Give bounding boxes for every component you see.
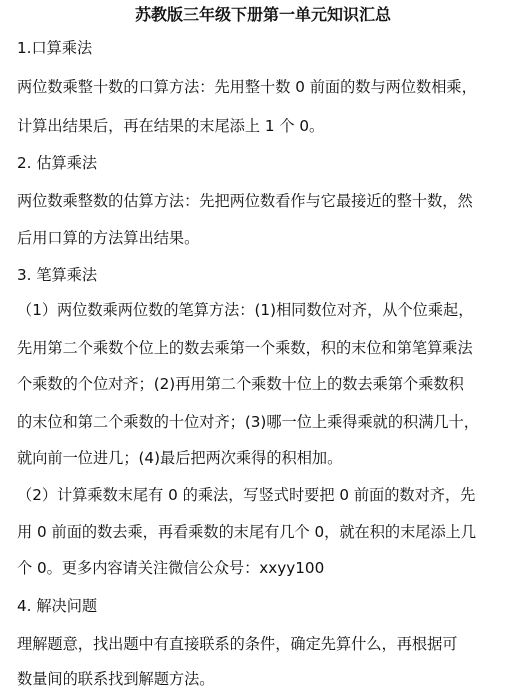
paragraph-line: （2）计算乘数末尾有 0 的乘法，写竖式时要把 0 前面的数对齐，先	[17, 486, 476, 504]
section-2-heading: 2. 估算乘法	[17, 154, 98, 172]
paragraph-line: 个乘数的个位对齐；(2)再用第二个乘数十位上的数去乘第个乘数积	[17, 375, 464, 393]
section-3-heading: 3. 笔算乘法	[17, 266, 98, 284]
paragraph-line: 就向前一位进几；(4)最后把两次乘得的积相加。	[17, 449, 343, 467]
paragraph-line: 数量间的联系找到解题方法。	[17, 670, 215, 688]
paragraph-line: 理解题意，找出题中有直接联系的条件，确定先算什么，再根据可	[17, 635, 458, 653]
paragraph-line: 的末位和第二个乘数的十位对齐；(3)哪一位上乘得乘就的积满几十，	[17, 413, 479, 431]
paragraph-line: 两位数乘整数的估算方法：先把两位数看作与它最接近的整十数，然	[17, 192, 473, 210]
document-title: 苏教版三年级下册第一单元知识汇总	[134, 5, 391, 24]
paragraph-line: （1）两位数乘两位数的笔算方法：(1)相同数位对齐，从个位乘起，	[17, 301, 474, 319]
section-1-heading: 1.口算乘法	[17, 39, 93, 57]
paragraph-line: 后用口算的方法算出结果。	[17, 229, 200, 247]
section-4-heading: 4. 解决问题	[17, 597, 98, 615]
paragraph-line: 先用第二个乘数个位上的数去乘第一个乘数，积的末位和第笔算乘法	[17, 339, 473, 357]
paragraph-line: 两位数乘整十数的口算方法：先用整十数 0 前面的数与两位数相乘，	[17, 78, 477, 96]
paragraph-line: 用 0 前面的数去乘，再看乘数的末尾有几个 0，就在积的末尾添上几	[17, 523, 477, 541]
paragraph-line: 计算出结果后，再在结果的末尾添上 1 个 0。	[17, 117, 325, 135]
paragraph-line: 个 0。更多内容请关注微信公众号：xxyy100	[17, 559, 325, 577]
